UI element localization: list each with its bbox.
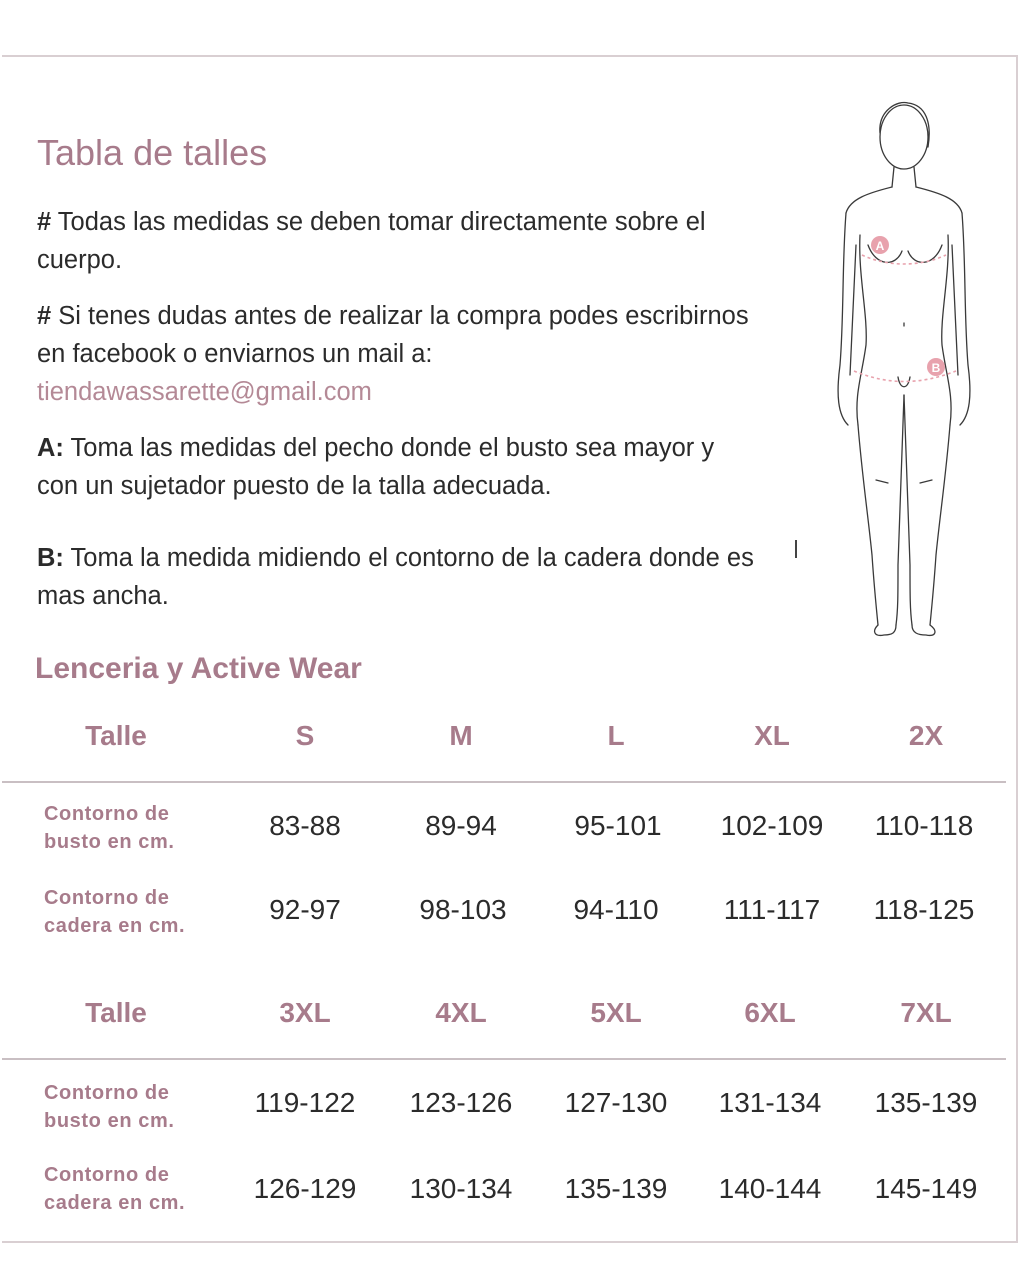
header-size: S [295,720,315,751]
header-size: M [449,720,473,751]
marker-a-label: A: [37,434,64,462]
row-label-line1: Contorno de [44,1164,170,1186]
table-cell: 92-97 [269,894,341,925]
table-cell: 131-134 [718,1087,822,1118]
header-size: 5XL [590,997,642,1028]
header-talle: Talle [85,720,147,751]
header-talle: Talle [85,997,147,1028]
row-label-line1: Contorno de [44,887,170,909]
table-cell: 127-130 [564,1087,668,1118]
table-cell: 95-101 [574,810,662,841]
header-size: 4XL [435,997,487,1028]
table-row-busto [0,800,1008,860]
instruction-general-text: Todas las medidas se deben tomar directamente sobre el cuerpo. [37,208,706,274]
table-row-cadera [0,1161,1008,1221]
body-outline-icon [828,95,988,645]
table-row-cadera [0,884,1008,944]
page-title: Tabla de talles [37,132,268,173]
instruction-contact [37,297,757,411]
table-cell: 140-144 [718,1173,822,1204]
section-subtitle: Lenceria y Active Wear [35,652,362,685]
marker-b-text: B [931,361,941,375]
marker-a-text: A [875,239,885,253]
table-cell: 119-122 [254,1087,356,1118]
contact-email: tiendawassarette@gmail.com [37,378,372,406]
body-figure-illustration [828,95,988,645]
instruction-a-text: Toma las medidas del pecho donde el busto sea mayor y con un sujetador puesto de la talla adecuada. [37,434,715,500]
table-cell: 126-129 [253,1173,357,1204]
header-size: 7XL [900,997,952,1028]
row-label [44,884,185,940]
instruction-general [37,203,757,279]
table-cell: 102-109 [720,810,824,841]
table-cell: 83-88 [269,810,341,841]
table-cell: 110-118 [874,810,974,841]
instruction-b-text: Toma la medida midiendo el contorno de la cadera donde es mas ancha. [37,544,754,610]
table-cell: 135-139 [874,1087,978,1118]
row-label [44,1161,185,1217]
header-size: 2X [908,720,944,751]
row-label-line1: Contorno de [44,1082,170,1104]
table-cell: 89-94 [425,810,497,841]
table-cell: 118-125 [873,894,975,925]
row-label [44,1079,175,1135]
table-cell: 111-117 [723,894,821,925]
row-label-line2: busto en cm. [44,1110,175,1132]
table-cell: 123-126 [409,1087,513,1118]
row-label-line2: busto en cm. [44,831,175,853]
table-divider [2,781,1006,783]
table-divider [2,1058,1006,1060]
text-cursor [795,540,797,558]
table-row-busto [0,1079,1008,1139]
bullet-marker: # [37,208,52,236]
instruction-b [37,539,757,615]
row-label-line2: cadera en cm. [44,1192,186,1214]
instruction-contact-text: Si tenes dudas antes de realizar la compra podes escribirnos en facebook o enviarnos un mail a: [37,302,749,368]
bullet-marker: # [37,302,52,330]
table-cell: 98-103 [419,894,507,925]
row-label-line2: cadera en cm. [44,915,186,937]
header-size: 3XL [279,997,331,1028]
row-label [44,800,175,856]
instruction-a [37,429,757,505]
table-header-row [0,720,1008,764]
header-size: L [607,720,625,751]
table-cell: 130-134 [409,1173,513,1204]
header-size: 6XL [744,997,796,1028]
table-cell: 94-110 [573,894,659,925]
row-label-line1: Contorno de [44,803,170,825]
table-cell: 135-139 [564,1173,668,1204]
header-size: XL [754,720,790,751]
marker-b-label: B: [37,544,64,572]
table-header-row [0,997,1008,1041]
table-cell: 145-149 [874,1173,978,1204]
